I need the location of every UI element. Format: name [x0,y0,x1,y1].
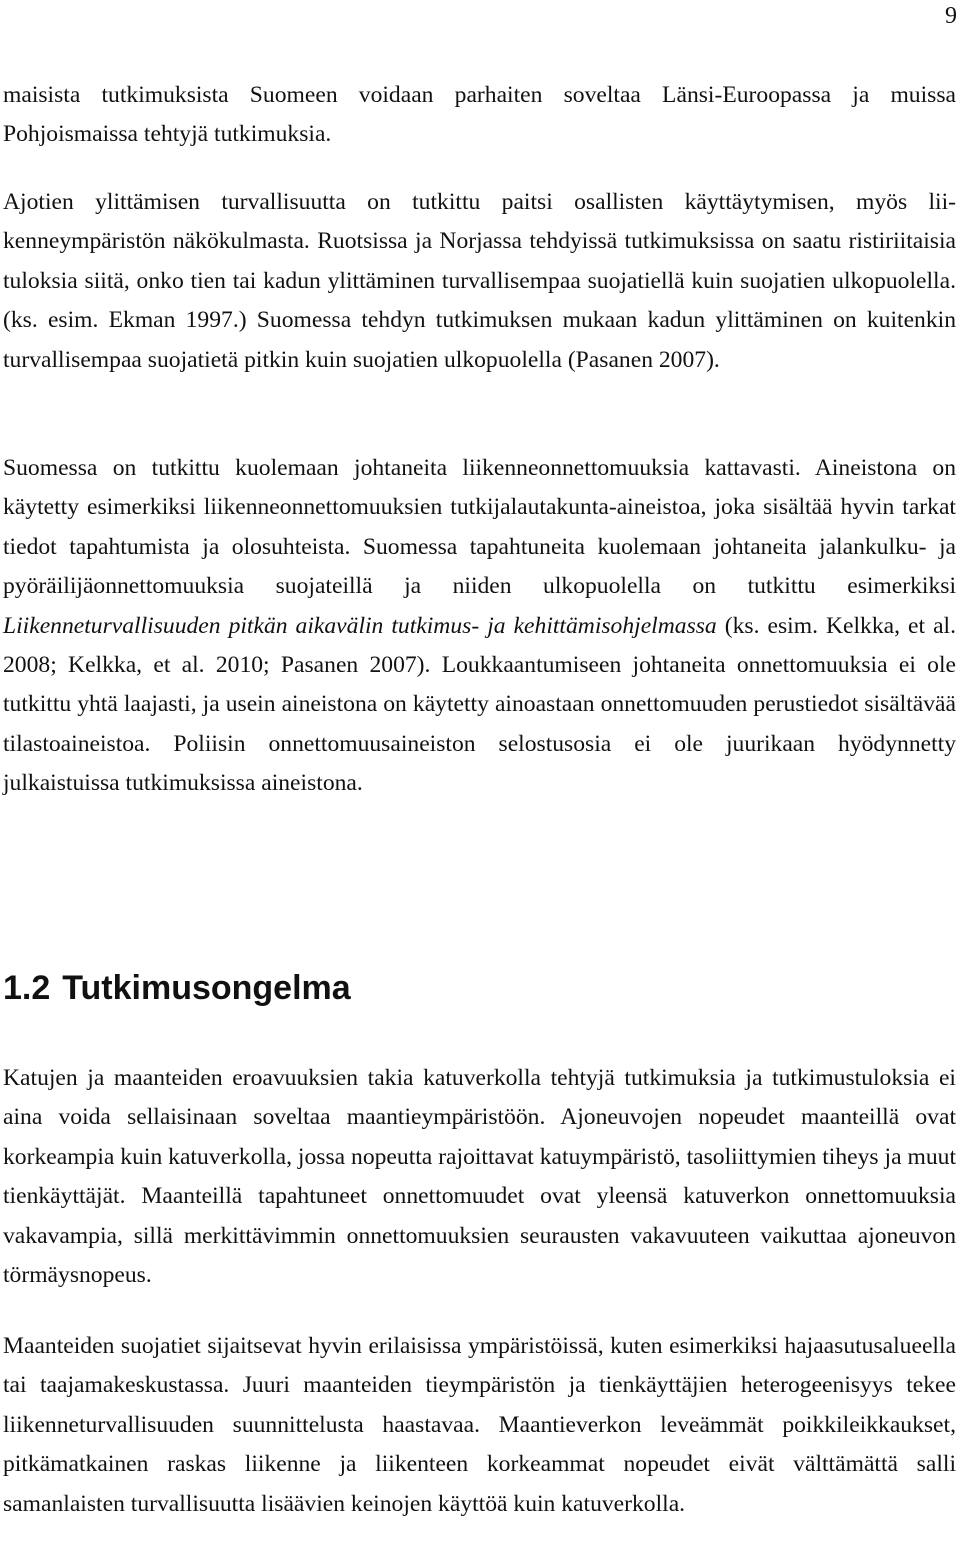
section-heading [3,964,351,1012]
section-title: Tutkimusongelma [62,969,351,1007]
paragraph-intro-continuation: maisista tutkimuksista Suomeen voidaan parhaiten soveltaa Länsi-Euroopassa ja muissa Pohjoismaissa tehtyjä tutkimuksia. [3,82,956,148]
paragraph-text-segment: (ks. esim. Kelkka, et al. 2008; Kelkka, et al. 2010; Pasanen 2007). Loukkaantumiseen johtaneita onnettomuuksia ei ole tutkittu yhtä laajasti, ja usein aineistona on käytetty ainoastaan onnettomuuden perustiedot sisältävää tilastoaineistoa. Poliisin onnettomuusaineiston selostusosia ei ole juurikaan hyödynnetty julkaistuissa tutkimuksissa aineistona. [3,612,957,797]
section-number: 1.2 [3,969,51,1007]
program-title-italic: Liikenneturvallisuuden pitkän aikavälin tutkimus- ja kehittämisohjelmassa [3,612,717,639]
paragraph-text-segment: Suomessa on tutkittu kuolemaan johtaneita liikenneonnettomuuksia kattavasti. Aineistona on käytetty esimerkiksi liikenneonnettomuuksien tutkijalautakunta-aineistoa, joka sisältää hyvin tarkat tiedot tapahtumista ja olosuhteista. Suomessa tapahtuneita kuolemaan johtaneita jalankulku- ja pyöräilijäonnettomuuksia suojateillä ja niiden ulkopuolella on tutkittu esimerkiksi [3,455,956,600]
paragraph-street-vs-road: Katujen ja maanteiden eroavuuksien takia katuverkolla tehtyjä tutkimuksia ja tutkimustuloksia ei aina voida sellaisinaan soveltaa maantieympäristöön. Ajoneuvojen nopeudet maanteillä ovat korkeampia kuin katuverkolla, jossa nopeutta rajoittavat katuympäristö, tasoliittymien tiheys ja muut tienkäyttäjät. Maanteillä tapahtuneet onnettomuudet ovat yleensä katuverkon onnettomuuksia vakavampia, sillä merkittävimmin onnettomuuksien seurausten vakavuuteen vaikuttaa ajoneuvon törmäysnopeus. [3,1065,956,1289]
paragraph-fatal-accidents [3,449,956,804]
page-number: 9 [945,3,957,29]
paragraph-road-crossings: Maanteiden suojatiet sijaitsevat hyvin erilaisissa ympäristöissä, kuten esimerkiksi hajaasutusalueella tai taajamakeskustassa. Juuri maanteiden tieympäristön ja tienkäyttäjien heterogeenisyys tekee liikenneturvallisuuden suunnittelusta haastavaa. Maantieverkon leveämmät poikkileikkaukset, pitkämatkainen raskas liikenne ja liikenteen korkeammat nopeudet eivät välttämättä salli samanlaisten turvallisuutta lisäävien keinojen käyttöä kuin katuverkolla. [3,1333,956,1517]
paragraph-crossing-safety: Ajotien ylittämisen turvallisuutta on tutkittu paitsi osallisten käyttäytymisen, myös liikenneympäristön näkökulmasta. Ruotsissa ja Norjassa tehdyissä tutkimuksissa on saatu ristiriitaisia tuloksia siitä, onko tien tai kadun ylittäminen turvallisempaa suojatiellä kuin suojatien ulkopuolella. (ks. esim. Ekman 1997.) Suomessa tehdyn tutkimuksen mukaan kadun ylittäminen on kuitenkin turvallisempaa suojatietä pitkin kuin suojatien ulkopuolella (Pasanen 2007). [3,189,956,373]
